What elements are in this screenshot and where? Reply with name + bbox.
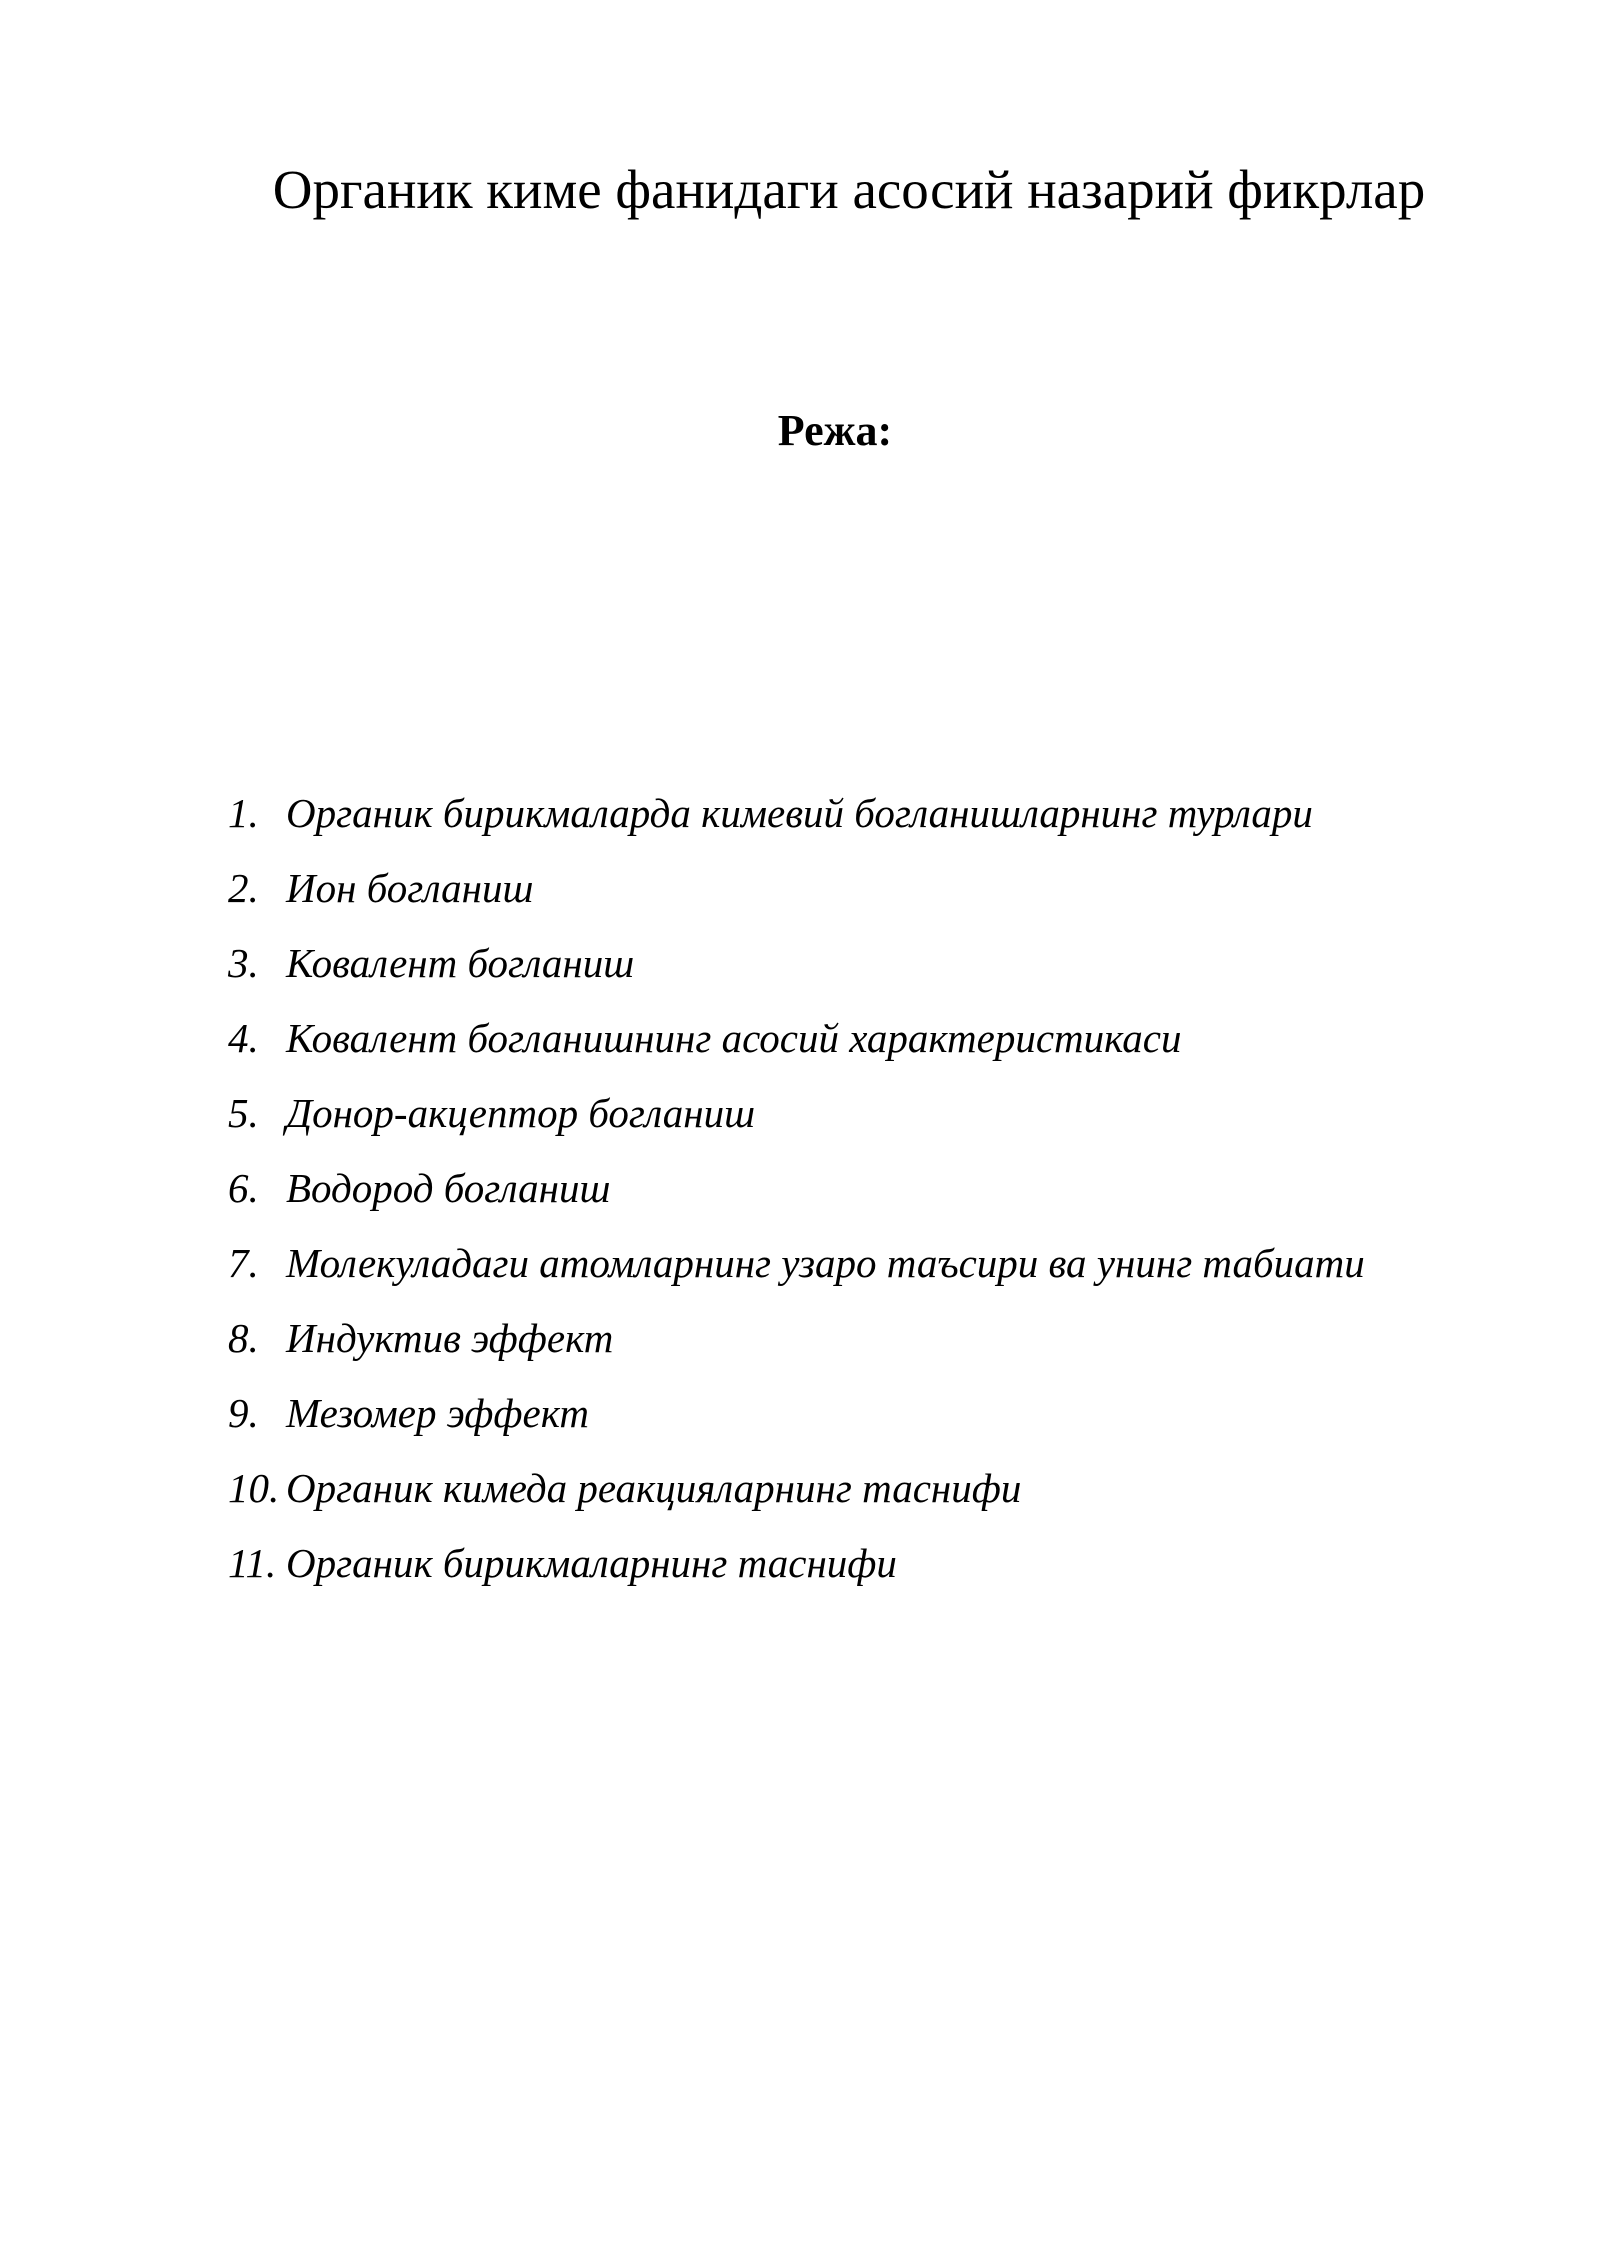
plan-item-text: Органик бирикмаларнинг таснифи [286,1540,897,1586]
plan-item-number: 4. [228,1015,259,1061]
plan-item-number: 2. [228,865,259,911]
plan-item-number: 7. [228,1240,259,1286]
plan-item-text: Мезомер эффект [286,1390,589,1436]
plan-item-number: 11. [228,1540,277,1586]
plan-heading: Режа: [777,406,893,455]
plan-item-number: 3. [228,940,259,986]
plan-item-text: Индуктив эффект [286,1315,614,1361]
plan-item-text: Ковалент богланиш [286,940,635,986]
plan-item-text: Ковалент богланишнинг асосий характеристикаси [286,1015,1182,1061]
plan-item-number: 10. [228,1465,280,1511]
plan-item-2 [228,851,1508,926]
plan-item-3 [228,926,1508,1001]
plan-item-text: Ион богланиш [286,865,534,911]
plan-item-11 [228,1526,1508,1601]
plan-item-text: Донор-акцептор богланиш [286,1090,756,1136]
plan-item-9 [228,1376,1508,1451]
plan-item-number: 9. [228,1390,259,1436]
plan-item-10 [228,1451,1508,1526]
plan-item-text: Молекуладаги атомларнинг узаро таъсири ва унинг табиати [286,1240,1365,1286]
plan-item-text: Водород богланиш [286,1165,611,1211]
plan-list [228,776,1508,1601]
plan-item-text: Органик бирикмаларда кимевий богланишларнинг турлари [286,790,1313,836]
document-title: Органик киме фанидаги асосий назарий фикрлар [272,159,1426,220]
plan-item-7 [228,1226,1508,1301]
plan-item-8 [228,1301,1508,1376]
plan-item-number: 6. [228,1165,259,1211]
plan-item-5 [228,1076,1508,1151]
plan-item-number: 1. [228,790,259,836]
plan-item-1 [228,776,1508,851]
plan-item-4 [228,1001,1508,1076]
plan-item-number: 8. [228,1315,259,1361]
plan-item-text: Органик кимеда реакцияларнинг таснифи [286,1465,1022,1511]
plan-item-number: 5. [228,1090,259,1136]
plan-item-6 [228,1151,1508,1226]
